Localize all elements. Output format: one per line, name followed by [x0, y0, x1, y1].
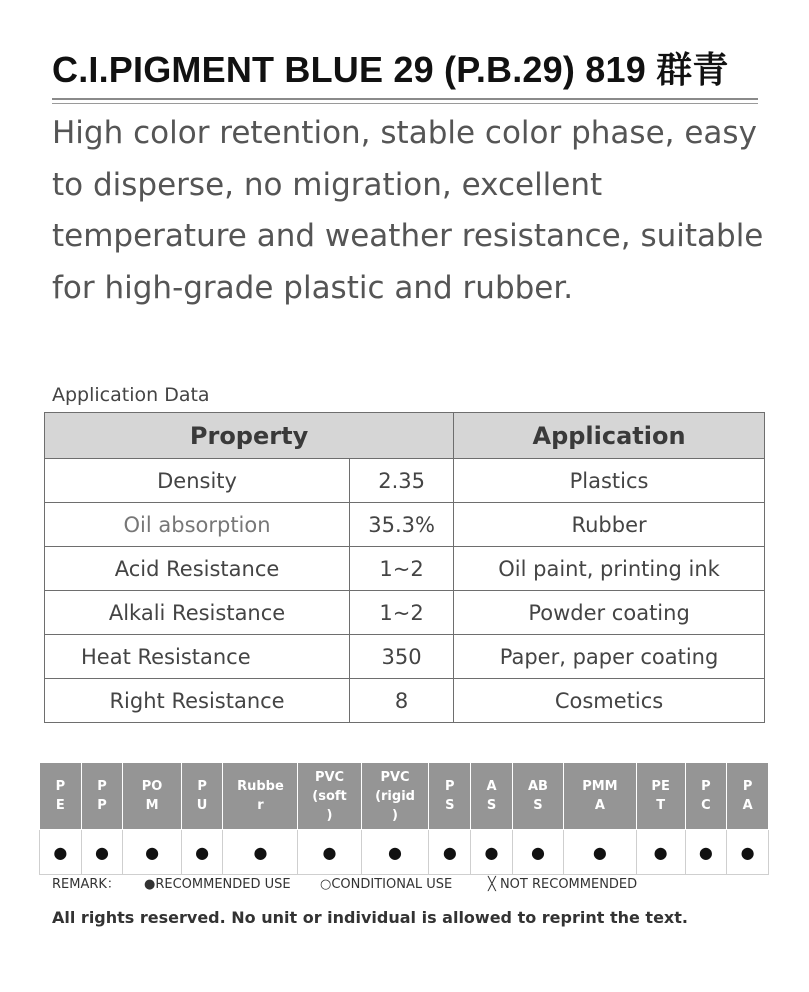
usage-header-pvc-rigid: PVC (rigid )	[361, 763, 429, 830]
table-row	[45, 459, 765, 503]
property-value: 2.35	[350, 459, 454, 503]
usage-mark: ●	[727, 830, 769, 875]
table-row	[45, 503, 765, 547]
usage-header-as: A S	[471, 763, 513, 830]
property-value: 1~2	[350, 591, 454, 635]
usage-header-rubber: Rubbe r	[223, 763, 298, 830]
property-name: Acid Resistance	[45, 547, 350, 591]
application-header: Application	[454, 413, 765, 459]
property-name: Oil absorption	[45, 503, 350, 547]
usage-mark: ●	[81, 830, 123, 875]
legend-not-recommended: ╳ NOT RECOMMENDED	[488, 877, 638, 892]
property-header: Property	[45, 413, 454, 459]
property-name: Heat Resistance	[45, 635, 350, 679]
usage-header-pe: P E	[40, 763, 82, 830]
table-row	[45, 679, 765, 723]
table-row	[45, 591, 765, 635]
title-divider-thin	[52, 103, 758, 104]
application-name: Paper, paper coating	[454, 635, 765, 679]
product-description: High color retention, stable color phase, easy to disperse, no migration, excellent temperature and weather resistance, suitable for high-grade plastic and rubber.	[52, 115, 764, 306]
legend-conditional: ○CONDITIONAL USE	[320, 877, 453, 892]
property-name: Right Resistance	[45, 679, 350, 723]
usage-header-pa: P A	[727, 763, 769, 830]
usage-mark: ●	[471, 830, 513, 875]
usage-header-pvc-soft: PVC (soft )	[298, 763, 361, 830]
usage-mark: ●	[298, 830, 361, 875]
usage-header-pom: PO M	[123, 763, 181, 830]
title-divider	[52, 98, 758, 100]
application-name: Cosmetics	[454, 679, 765, 723]
usage-mark: ●	[636, 830, 685, 875]
usage-mark: ●	[223, 830, 298, 875]
usage-header-pc: P C	[685, 763, 727, 830]
table-row	[45, 547, 765, 591]
usage-header-abs: AB S	[512, 763, 563, 830]
usage-header-pu: P U	[181, 763, 223, 830]
usage-mark: ●	[361, 830, 429, 875]
usage-mark: ●	[685, 830, 727, 875]
usage-header-row	[40, 763, 769, 830]
remark-legend	[52, 873, 637, 892]
usage-mark: ●	[181, 830, 223, 875]
remark-label: REMARK：	[52, 877, 120, 892]
property-table-header	[45, 413, 765, 459]
usage-header-pmma: PMM A	[564, 763, 637, 830]
application-name: Powder coating	[454, 591, 765, 635]
property-name: Density	[45, 459, 350, 503]
page-title: C.I.PIGMENT BLUE 29 (P.B.29) 819 群青	[52, 49, 729, 90]
property-value: 8	[350, 679, 454, 723]
property-table	[44, 412, 765, 723]
usage-header-pp: P P	[81, 763, 123, 830]
rights-notice: All rights reserved. No unit or individual is allowed to reprint the text.	[52, 908, 688, 927]
property-value: 1~2	[350, 547, 454, 591]
usage-mark: ●	[512, 830, 563, 875]
usage-mark: ●	[40, 830, 82, 875]
property-value: 350	[350, 635, 454, 679]
property-value: 35.3%	[350, 503, 454, 547]
application-name: Oil paint, printing ink	[454, 547, 765, 591]
usage-table	[39, 762, 769, 875]
application-name: Plastics	[454, 459, 765, 503]
usage-mark-row	[40, 830, 769, 875]
application-data-label: Application Data	[52, 384, 210, 406]
usage-mark: ●	[564, 830, 637, 875]
usage-header-ps: P S	[429, 763, 471, 830]
table-row	[45, 635, 765, 679]
usage-header-pet: PE T	[636, 763, 685, 830]
application-name: Rubber	[454, 503, 765, 547]
property-name: Alkali Resistance	[45, 591, 350, 635]
usage-mark: ●	[123, 830, 181, 875]
usage-mark: ●	[429, 830, 471, 875]
legend-recommended: ●RECOMMENDED USE	[144, 877, 291, 892]
